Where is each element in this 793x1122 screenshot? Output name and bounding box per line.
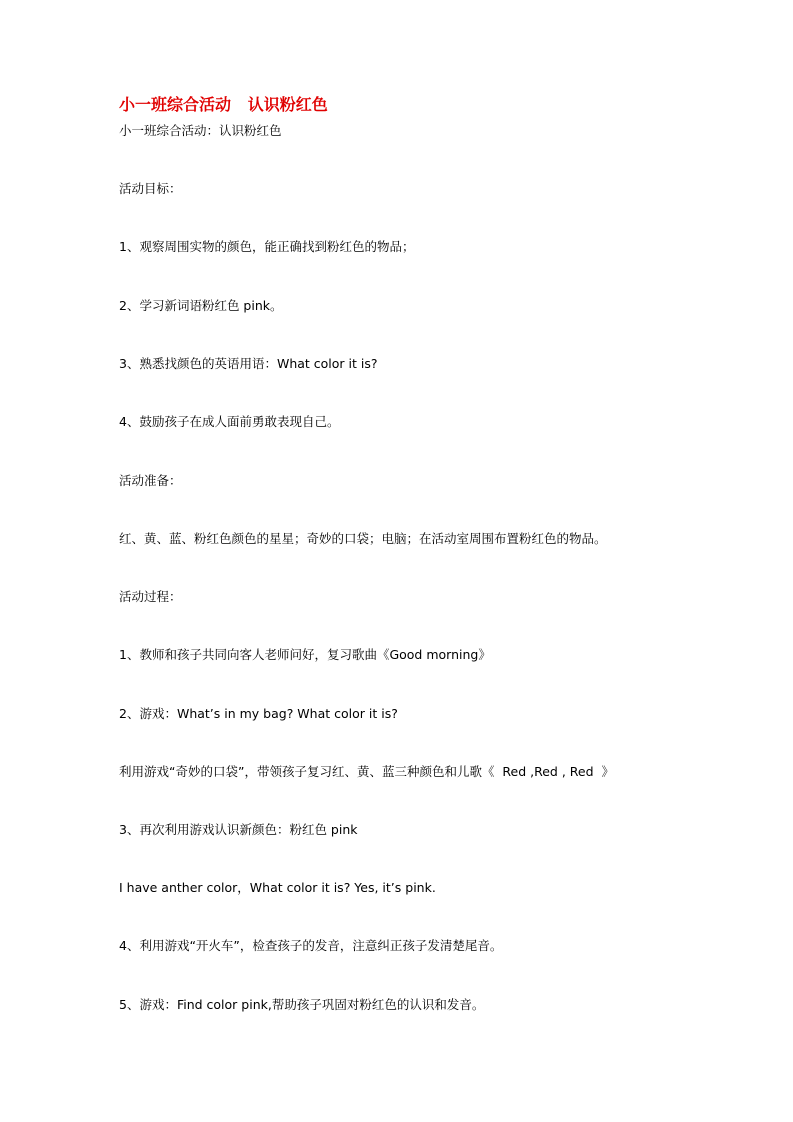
goal-item: 3、熟悉找颜色的英语用语：What color it is?: [119, 356, 378, 371]
document-title: 小一班综合活动 认识粉红色: [119, 95, 328, 114]
document-subtitle: 小一班综合活动：认识粉红色: [119, 123, 282, 138]
prep-text: 红、黄、蓝、粉红色颜色的星星；奇妙的口袋；电脑；在活动室周围布置粉红色的物品。: [119, 531, 607, 546]
goal-item: 4、鼓励孩子在成人面前勇敢表现自己。: [119, 414, 340, 429]
process-item: 4、利用游戏“开火车”，检查孩子的发音，注意纠正孩子发清楚尾音。: [119, 938, 503, 953]
process-item: 2、游戏：What’s in my bag? What color it is?: [119, 706, 398, 721]
process-item: 1、教师和孩子共同向客人老师问好，复习歌曲《Good morning》: [119, 647, 491, 662]
process-heading: 活动过程：: [119, 589, 182, 604]
process-item: 利用游戏“奇妙的口袋”，带领孩子复习红、黄、蓝三种颜色和儿歌《 Red ,Red , Red 》: [119, 764, 614, 779]
goal-item: 2、学习新词语粉红色 pink。: [119, 298, 283, 313]
goals-heading: 活动目标：: [119, 181, 182, 196]
goal-item: 1、观察周围实物的颜色，能正确找到粉红色的物品；: [119, 239, 415, 254]
process-item: 3、再次利用游戏认识新颜色：粉红色 pink: [119, 822, 358, 837]
process-item: 5、游戏：Find color pink,帮助孩子巩固对粉红色的认识和发音。: [119, 997, 485, 1012]
process-item: I have anther color，What color it is? Yes, it’s pink.: [119, 880, 436, 895]
prep-heading: 活动准备：: [119, 473, 182, 488]
